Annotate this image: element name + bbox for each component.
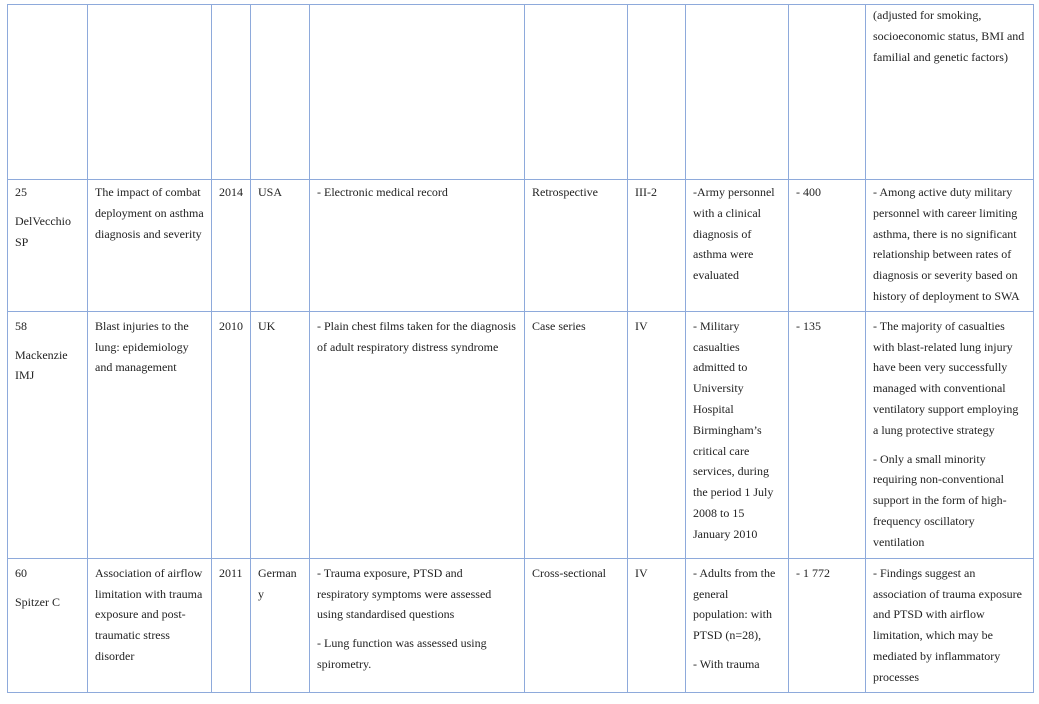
design-cell: Cross-sectional [525,558,628,692]
population-text: - With trauma [693,656,760,671]
findings-text: - Only a small minority requiring non-conventional support in the form of high-frequency oscillatory ventilation [873,451,1007,549]
measures-text: - Trauma exposure, PTSD and respiratory symptoms were assessed using standardised questions [317,565,492,622]
country-cell: USA [251,180,310,312]
evidence-level-cell: III-2 [628,180,686,312]
sample-size-cell: - 400 [789,180,866,312]
reference-cell [8,311,88,558]
author-name: DelVecchio SP [15,213,71,249]
population-cell [686,180,789,312]
table-row [8,180,1034,312]
measures-text: - Lung function was assessed using spirometry. [317,636,487,671]
country-cell: UK [251,311,310,558]
sample-size-cell [789,5,866,180]
title-cell [88,5,212,180]
year-cell: 2011 [212,558,251,692]
findings-text: (adjusted for smoking, socioeconomic status, BMI and familial and genetic factors) [873,8,1025,64]
measures-cell [310,311,525,558]
design-cell [525,5,628,180]
population-cell [686,558,789,692]
reference-cell [8,558,88,692]
population-text: -Army personnel with a clinical diagnosis of asthma were evaluated [693,185,775,283]
design-cell: Case series [525,311,628,558]
title-cell: The impact of combat deployment on asthma diagnosis and severity [88,180,212,312]
title-cell: Association of airflow limitation with trauma exposure and post-traumatic stress disorder [88,558,212,692]
evidence-level-cell [628,5,686,180]
findings-text: - The majority of casualties with blast-related lung injury have been very successfully managed with conventional ventilatory support employing a lung protective strategy [873,318,1019,437]
table-row [8,311,1034,558]
evidence-level-cell: IV [628,558,686,692]
reference-number: 60 [15,565,27,580]
findings-cell [866,311,1034,558]
measures-cell [310,558,525,692]
table-row [8,558,1034,692]
table-body [8,5,1034,693]
findings-cell [866,180,1034,312]
title-cell: Blast injuries to the lung: epidemiology and management [88,311,212,558]
reference-cell [8,180,88,312]
measures-text: - Electronic medical record [317,185,448,199]
reference-number: 58 [15,318,27,333]
table-row [8,5,1034,180]
measures-cell [310,180,525,312]
population-text: - Military casualties admitted to University Hospital Birmingham’s critical care services, during the period 1 July 2008 to 15 January 2010 [693,318,774,541]
country-cell [251,5,310,180]
findings-text: - Among active duty military personnel with career limiting asthma, there is no significant relationship between rates of diagnosis or severity based on history of deployment to SWA [873,185,1020,303]
population-cell [686,311,789,558]
findings-text: - Findings suggest an association of trauma exposure and PTSD with airflow limitation, which may be mediated by inflammatory processes [873,565,1022,684]
measures-text: - Plain chest films taken for the diagnosis of adult respiratory distress syndrome [317,318,516,354]
sample-size-cell: - 1 772 [789,558,866,692]
author-name: Mackenzie IMJ [15,347,68,383]
reference-cell [8,5,88,180]
year-cell [212,5,251,180]
population-cell [686,5,789,180]
sample-size-cell: - 135 [789,311,866,558]
reference-number: 25 [15,185,27,199]
evidence-level-cell: IV [628,311,686,558]
findings-cell [866,5,1034,180]
findings-cell [866,558,1034,692]
year-cell: 2010 [212,311,251,558]
literature-review-table [7,4,1034,693]
measures-cell [310,5,525,180]
year-cell: 2014 [212,180,251,312]
country-cell: Germany [251,558,310,692]
design-cell: Retrospective [525,180,628,312]
population-text: - Adults from the general population: with PTSD (n=28), [693,565,776,643]
author-name: Spitzer C [15,594,60,609]
